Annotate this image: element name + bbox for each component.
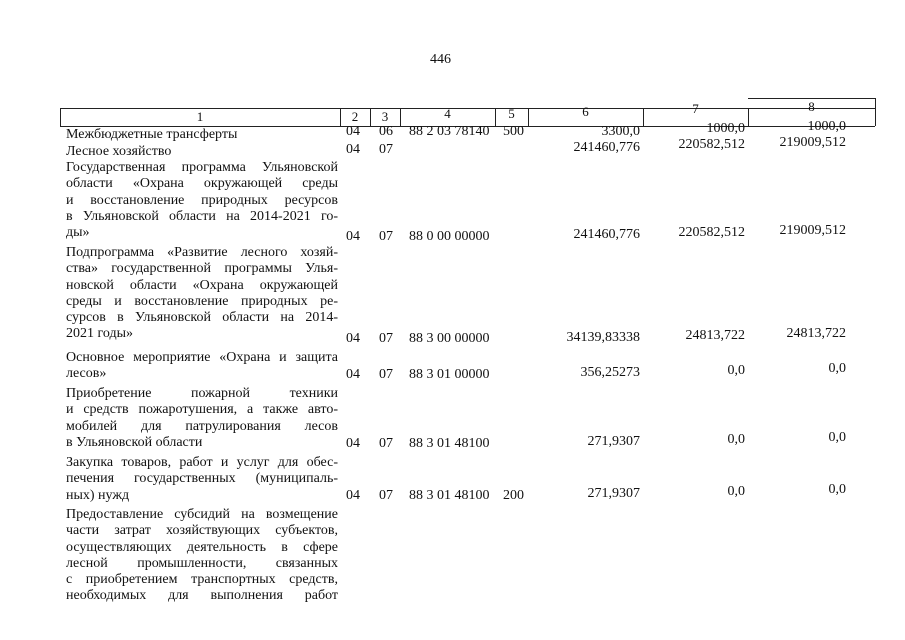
header-col-3: 3	[381, 109, 389, 124]
cell-value-1: 271,9307	[587, 434, 640, 449]
description-line: Основное мероприятие «Охрана и защита	[66, 350, 338, 365]
description-line: сурсов в Ульяновской области на 2014-	[66, 310, 338, 326]
description-line: среды и восстановление природных ре-	[66, 293, 338, 309]
cell-rz: 04	[346, 367, 360, 382]
cell-rz: 04	[346, 331, 360, 346]
cell-rz: 04	[346, 142, 360, 157]
description-line: Межбюджетные трансферты	[66, 127, 238, 142]
cell-csr: 88 3 01 48100	[409, 488, 490, 503]
cell-value-1: 34139,83338	[566, 330, 640, 345]
description-line: Государственная программа Ульяновской	[66, 160, 338, 175]
header-col-8: 8	[808, 99, 815, 114]
description-line: и средств пожаротушения, а также авто-	[66, 402, 338, 418]
description-line: с приобретением транспортных средств,	[66, 572, 338, 588]
row-description	[66, 350, 338, 383]
cell-value-3: 219009,512	[779, 223, 846, 238]
cell-rz: 04	[346, 124, 360, 139]
cell-rz: 04	[346, 229, 360, 244]
cell-csr: 88 3 00 00000	[409, 331, 490, 346]
cell-vr: 500	[503, 124, 524, 139]
row-description	[66, 245, 338, 343]
header-col-1: 1	[196, 109, 204, 124]
cell-value-2: 0,0	[727, 484, 745, 499]
row-description	[66, 507, 338, 605]
row-description	[66, 144, 338, 160]
cell-value-3: 0,0	[828, 361, 846, 376]
cell-value-3: 219009,512	[779, 135, 846, 150]
cell-value-2: 220582,512	[678, 137, 745, 152]
description-line: лесной промышленности, связанных	[66, 555, 338, 571]
description-line: в Ульяновской области	[66, 434, 203, 450]
header-col-5: 5	[508, 106, 515, 121]
description-line: и восстановление природных ресурсов	[66, 192, 338, 208]
row-description	[66, 160, 338, 241]
cell-value-3: 0,0	[828, 482, 846, 497]
cell-value-2: 24813,722	[685, 328, 745, 343]
description-line: части затрат хозяйствующих субъектов,	[66, 523, 338, 539]
description-line: Приобретение пожарной техники	[66, 386, 338, 401]
cell-pr: 07	[379, 488, 393, 503]
description-line: печения государственных (муниципаль-	[66, 471, 338, 487]
description-line: Лесное хозяйство	[66, 144, 172, 159]
cell-value-3: 24813,722	[786, 326, 846, 341]
cell-pr: 07	[379, 436, 393, 451]
description-line: Закупка товаров, работ и услуг для обес-	[66, 455, 338, 470]
cell-value-1: 3300,0	[601, 124, 640, 139]
cell-pr: 06	[379, 124, 393, 139]
row-description	[66, 386, 338, 451]
cell-value-1: 271,9307	[587, 486, 640, 501]
description-line: новской области «Охрана окружающей	[66, 277, 338, 293]
header-col-6: 6	[582, 104, 589, 119]
cell-pr: 07	[379, 229, 393, 244]
header-col-4: 4	[444, 106, 451, 121]
description-line: необходимых для выполнения работ	[66, 588, 338, 604]
cell-vr: 200	[503, 488, 524, 503]
cell-csr: 88 3 01 48100	[409, 436, 490, 451]
description-line: ды»	[66, 225, 90, 241]
description-line: Предоставление субсидий на возмещение	[66, 507, 338, 522]
cell-value-2: 0,0	[727, 363, 745, 378]
cell-value-2: 0,0	[727, 432, 745, 447]
header-col-7: 7	[692, 101, 699, 116]
cell-csr: 88 0 00 00000	[409, 229, 490, 244]
cell-csr: 88 3 01 00000	[409, 367, 490, 382]
description-line: осуществляющих деятельность в сфере	[66, 539, 338, 555]
cell-pr: 07	[379, 367, 393, 382]
description-line: Подпрограмма «Развитие лесного хозяй-	[66, 245, 338, 260]
cell-pr: 07	[379, 142, 393, 157]
description-line: ства» государственной программы Улья-	[66, 261, 338, 277]
description-line: мобилей для патрулирования лесов	[66, 418, 338, 434]
cell-pr: 07	[379, 331, 393, 346]
row-description	[66, 127, 338, 143]
cell-value-3: 1000,0	[807, 119, 846, 134]
cell-value-1: 241460,776	[573, 140, 640, 155]
cell-value-3: 0,0	[828, 430, 846, 445]
row-description	[66, 455, 338, 504]
cell-csr: 88 2 03 78140	[409, 124, 490, 139]
cell-value-2: 220582,512	[678, 225, 745, 240]
page-number: 446	[430, 52, 451, 67]
cell-rz: 04	[346, 488, 360, 503]
cell-rz: 04	[346, 436, 360, 451]
description-line: области «Охрана окружающей среды	[66, 176, 338, 192]
header-col-2: 2	[351, 109, 359, 124]
description-line: в Ульяновской области на 2014-2021 го-	[66, 208, 338, 224]
cell-value-1: 241460,776	[573, 227, 640, 242]
description-line: 2021 годы»	[66, 326, 134, 342]
cell-value-2: 1000,0	[706, 121, 745, 136]
cell-value-1: 356,25273	[580, 365, 640, 380]
description-line: ных) нужд	[66, 487, 130, 503]
description-line: лесов»	[66, 366, 107, 382]
